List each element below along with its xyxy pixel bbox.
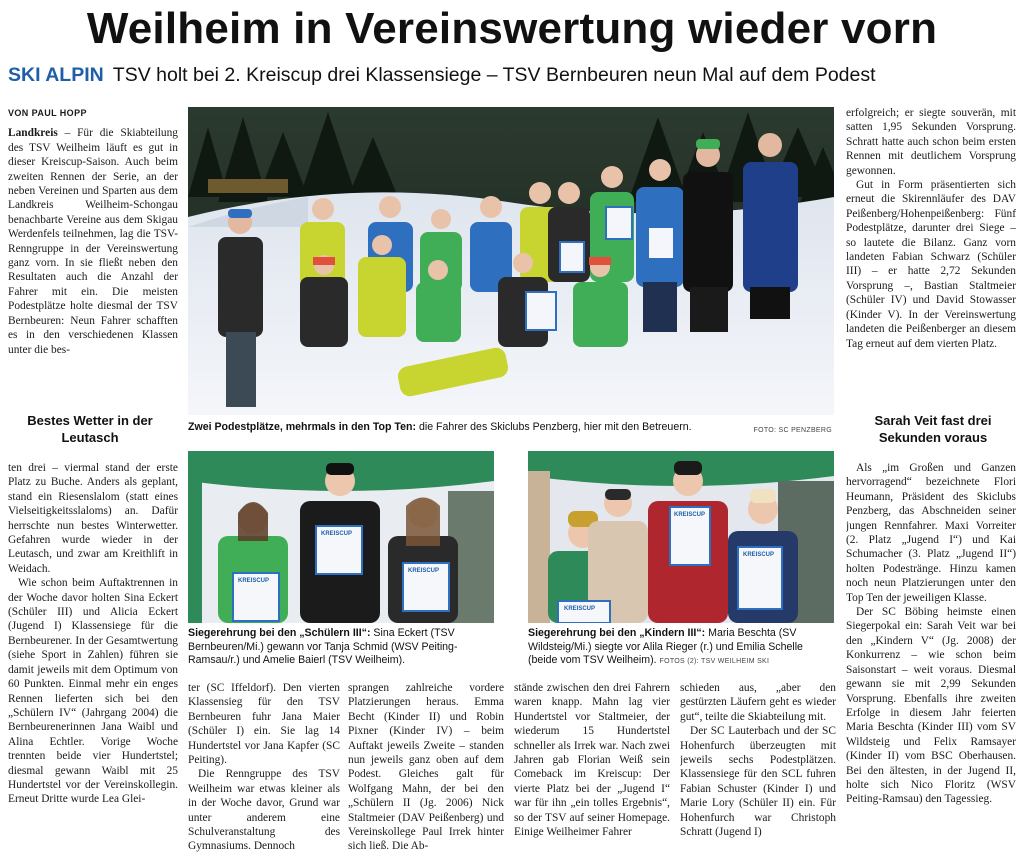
caption-schueler-iii [188, 627, 494, 668]
column-1-bottom [8, 461, 178, 861]
caption-kinder-iii [528, 627, 834, 669]
subhead [8, 64, 1018, 87]
column-2 [188, 681, 340, 861]
caption-main [188, 421, 834, 435]
caption-main-bold: Zwei Podestplätze, mehrmals in den Top Ten: [188, 421, 416, 433]
subhead-kicker: SKI ALPIN [8, 64, 104, 86]
paragraph: Als „im Großen und Ganzen hervorragend“ bezeichnete Flori Heumann, Präsident des Skiclubs Penzberg, das Abschneiden seiner jungen Rennfahrer. Maxi Vorreiter (2. Platz „Jugend I“) und Kai Schumacher (3. Platz „Jugend II“) holten Podestränge. Hinzu kamen noch neun Platzierungen unter den Top Ten der jeweiligen Klasse. [846, 462, 1016, 604]
paragraph: Der SC Lauterbach und der SC Hohenfurch überzeugten mit jeweils sechs Podestplätzen. Klassensiege für den SCL fuhren Fabian Schuster (Kinder I) und Marie Lory (Schüler II) ein. Für Hohenfurch war Christoph Schratt (Jugend I) [680, 725, 836, 839]
caption-kinder-iii-bold: Siegerehrung bei den „Kindern III“: [528, 627, 706, 639]
headline: Weilheim in Vereinswertung wieder vorn [86, 4, 938, 53]
paragraph: ter (SC Iffeldorf). Den vierten Klassensieg für den TSV Bernbeuren fuhr Jana Maier (Schüler I) ein. Sie lag 14 Hundertstel vor Jana Kapfer (SC Peiting). [188, 682, 340, 767]
caption-main-credit: FOTO: SC PENZBERG [753, 427, 832, 434]
subhead-text: TSV holt bei 2. Kreiscup drei Klassensiege – TSV Bernbeuren neun Mal auf dem Podest [112, 64, 876, 86]
caption-schueler-iii-bold: Siegerehrung bei den „Schülern III“: [188, 627, 371, 639]
caption-kinder-iii-text: Maria Beschta (SV Wildsteig/Mi.) siegte vor Alila Rieger (r.) und Emilia Schelle (beide vom TSV Weilheim). [528, 627, 803, 667]
paragraph: schieden aus, „aber den gestürzten Läufern geht es wieder gut“, teilte die Skiabteilung mit. [680, 682, 836, 723]
caption-main-text: die Fahrer des Skiclubs Penzberg, hier mit den Betreuern. [416, 421, 692, 433]
photo-kinder-iii [528, 451, 834, 623]
certificate-label: KREISCUP [321, 531, 353, 537]
paragraph: Wie schon beim Auftaktrennen in der Woche davor holten Sina Eckert (Schüler III) und Alicia Eckert (Jugend I) Klassensiege für die Bernbeurener. In der Gesamtwertung (siehe Sport in Zahlen) führen sie damit jeweils mit dem Optimum von 60 Punkten. Einmal mehr ein enges Rennen lieferten sich bei den „Schülern IV“ (Jahrgang 2004) die Bernbeurenerinnen Jana Waibl und Alina Echtler. Vorige Woche trennten beide vier Hundertstel; diesmal gewann Waibl mit 25 Hundertstel vor der Vereinskollegin. Erneut Dritte wurde Lea Glei- [8, 577, 178, 806]
lead-text: – Für die Skiabteilung des TSV Weilheim läuft es gut in dieser Kreiscup-Saison. Auch beim zweiten Rennen der Serie, an der neben Vereinen und Sparten aus dem Landkreis Weilheim-Schongau benachbarte Vereine aus dem Skigau Werdenfels teilnehmen, lag die TSV-Renngruppe in der Vereinswertung ganz vorn. In sie fließt neben den Resultaten auch die Anzahl der Fahrer mit ein. Die meisten Podestplätze holte diesmal der TSV Bernbeuren: Neun Fahrer schafften es in den verschiedenen Klassen unter die bes- [8, 127, 178, 356]
column-5 [680, 681, 836, 861]
photo-schueler-iii [188, 451, 494, 623]
paragraph: stände zwischen den drei Fahrern waren knapp. Mahn lag vier Hundertstel vor Staltmeier, der wiederum 15 Hundertstel schneller als Irrek war. Nach zwei Jahren gab Florian Weiß sein Comeback im Kreiscup: Der vierte Platz bei der „Jugend I“ war für ihn „ein tolles Ergebnis“, so der TSV auf seiner Homepage. Einige Weilheimer Fahrer [514, 682, 670, 839]
column-6-top [846, 106, 1016, 402]
photo-kinder-iii-image [528, 451, 834, 623]
column-3 [348, 681, 504, 861]
certificate-label: KREISCUP [408, 568, 440, 574]
column-1-top [8, 106, 178, 396]
certificate-label: KREISCUP [674, 512, 706, 518]
paragraph: erfolgreich; er siegte souverän, mit satten 1,95 Sekunden Vorsprung. Schratt hatte auch schon beim ersten Rennen mit deutlichem Vorsprung gewonnen. [846, 107, 1016, 177]
photo-schueler-iii-image [188, 451, 494, 623]
photo-penzberg-team [188, 107, 834, 415]
paragraph: Gut in Form präsentierten sich erneut die Skirennläufer des DAV Peißenberg/Hohenpeißenberg: Fünf Podestplätze, darunter drei Siege – so lautete die Bilanz. Ganz vorn landeten Fabian Schwarz (Schüler III) – er hatte 2,72 Sekunden Vorsprung –, Bastian Staltmeier (Schüler IV) und David Stowasser (Kinder V). In der Vereinswertung landeten die Peißenberger an diesem Tag erneut auf dem vierten Platz. [846, 179, 1016, 350]
column-4 [514, 681, 670, 861]
column-6-bottom [846, 461, 1016, 861]
lead-paragraph [8, 126, 178, 357]
crosshead-bestes-wetter: Bestes Wetter in der Leutasch [27, 413, 153, 445]
caption-kinder-iii-credit: FOTOS (2): TSV WEILHEIM SKI [659, 658, 770, 666]
location: Landkreis [8, 127, 58, 140]
caption-schueler-iii-text: Sina Eckert (TSV Bernbeuren/Mi.) gewann vor Tanja Schmid (WSV Peiting-Ramsau/r.) und Amelie Baierl (TSV Weilheim). [188, 627, 458, 667]
photo-penzberg-team-image [188, 107, 834, 415]
paragraph: Die Renngruppe des TSV Weilheim war etwas kleiner als in der Woche davor, Grund war unter anderem eine Schulveranstaltung des Gymnasiums. Dennoch [188, 768, 340, 853]
certificate-label: KREISCUP [238, 578, 270, 584]
byline: VON PAUL HOPP [8, 108, 87, 118]
crosshead-sarah-veit: Sarah Veit fast drei Sekunden voraus [874, 413, 992, 445]
certificate-label: KREISCUP [743, 552, 775, 558]
certificate-label: KREISCUP [564, 606, 596, 612]
paragraph: Der SC Böbing heimste einen Siegerpokal ein: Sarah Veit war bei den „Kindern V“ (Jg. 2008) der Konkurrenz – wie schon beim Saisonstart – weit voraus. Diesmal gewann sie mit 2,99 Sekunden Vorsprung. Ebenfalls ihre zweiten Erfolge in diesem Jahr feierten Maria Beschta (Kinder III) vom SV Wildsteig und Felix Ramsayer (Kinder II) vom BSC Oberhausen. Bei den ältesten, in der Jugend II, holte sich Nico Floritz (WSV Peiting-Ramsau) den Tagessieg. [846, 606, 1016, 806]
paragraph: sprangen zahlreiche vordere Platzierungen heraus. Emma Becht (Kinder II) und Robin Pixner (Kinder IV) – beim Auftakt jeweils Zweite – standen nun jeweils ganz oben auf dem Podest. Gleiches galt für Wolfgang Mahn, der bei den „Schülern II (Jg. 2006) Nick Staltmeier (DAV Peißenberg) und Vereinskollege Paul Irrek hinter sich ließ. Die Ab- [348, 682, 504, 853]
paragraph: ten drei – viermal stand der erste Platz zu Buche. Anders als geplant, stand ein Riesenslalom (statt eines Vielseitigkeitsslaloms) an. Dafür herrschte nun bestes Winterwetter. Gefahren wurde wieder in der Leutasch, und zwar am Kreithlift in Weidach. [8, 462, 178, 575]
